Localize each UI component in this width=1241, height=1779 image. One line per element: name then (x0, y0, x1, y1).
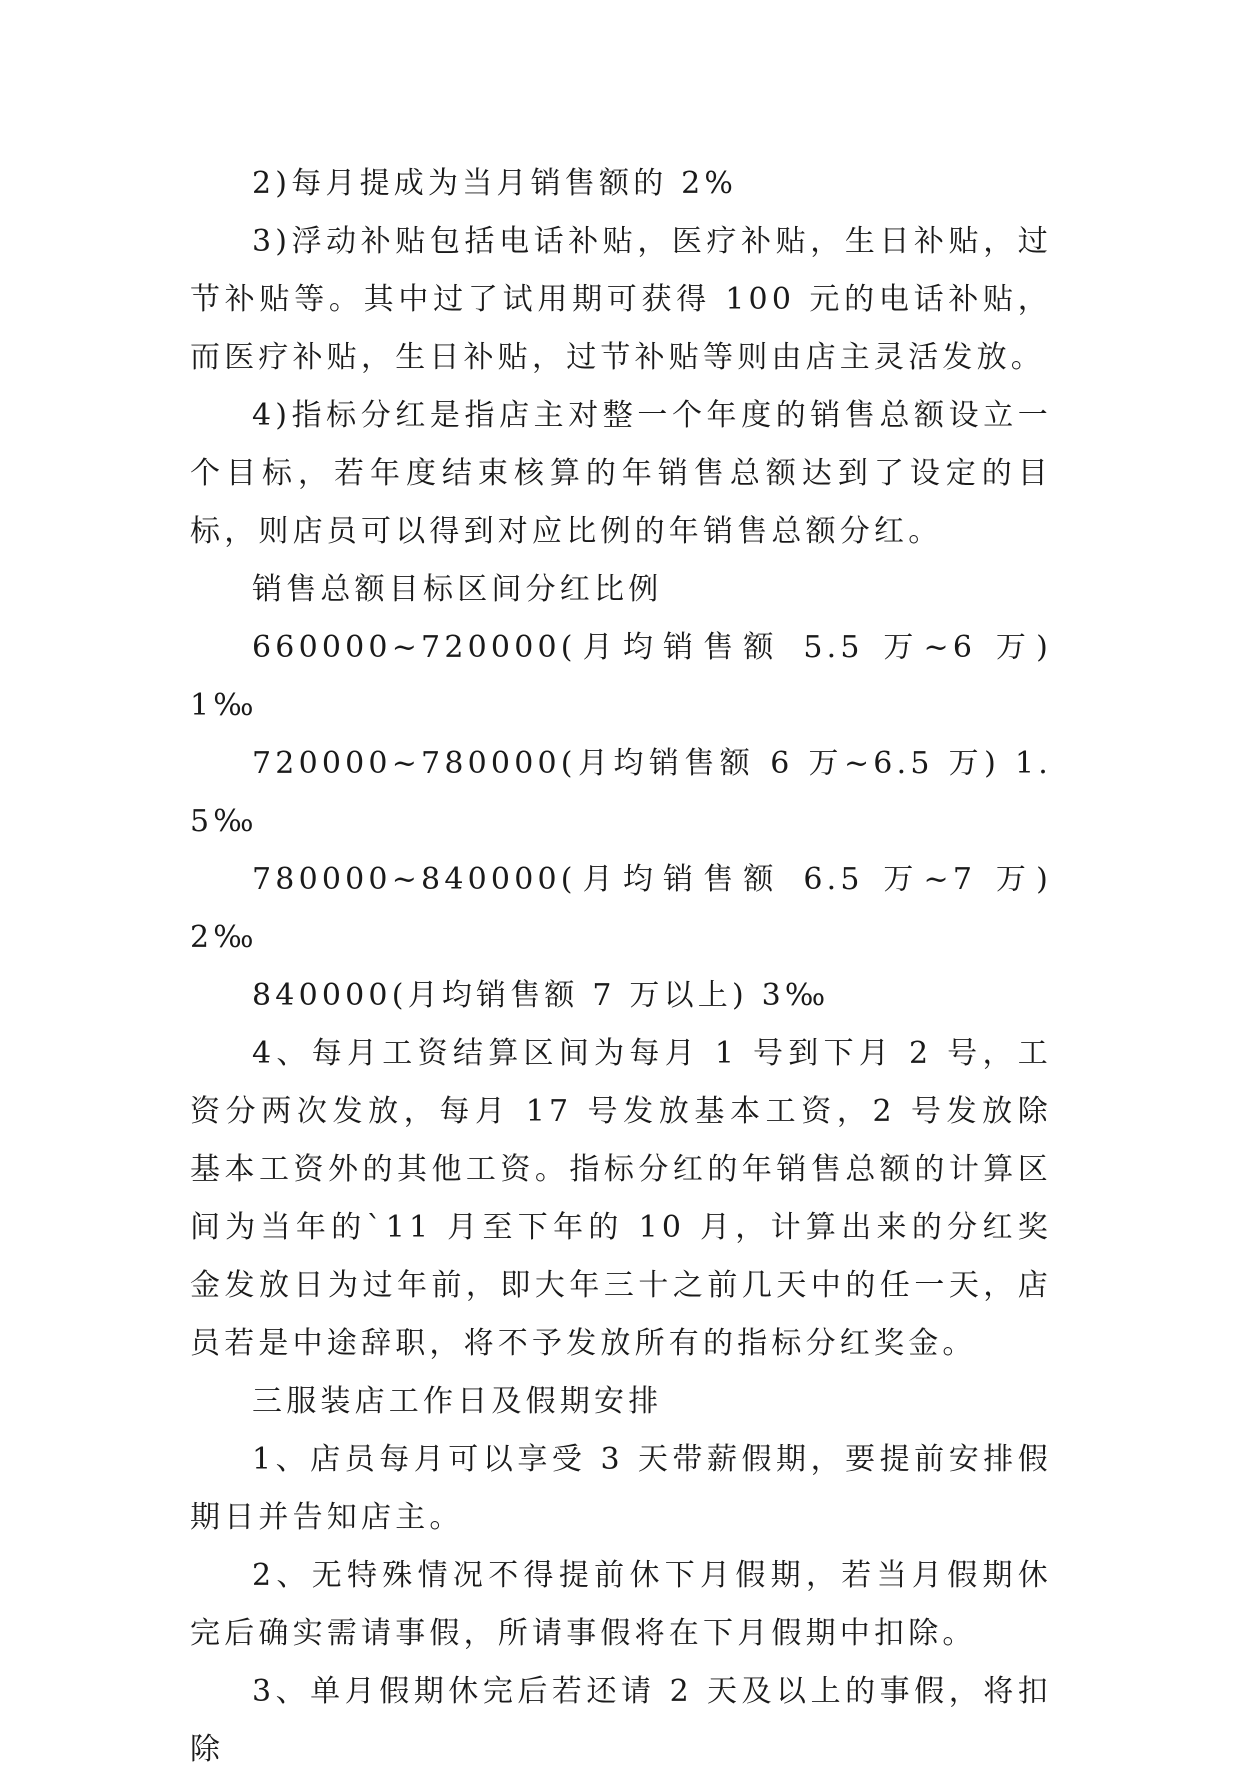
dividend-tier-2: 720000~780000(月均销售额 6 万~6.5 万) 1.5‰ (190, 746, 1052, 839)
paragraph-paid-leave: 1、店员每月可以享受 3 天带薪假期，要提前安排假期日并告知店主。 (190, 1442, 1052, 1535)
paragraph-extra-leave: 3、单月假期休完后若还请 2 天及以上的事假，将扣除 (190, 1674, 1052, 1767)
dividend-tier-4: 840000(月均销售额 7 万以上) 3‰ (252, 978, 830, 1013)
paragraph-advance-leave: 2、无特殊情况不得提前休下月假期，若当月假期休完后确实需请事假，所请事假将在下月假期中扣除。 (190, 1558, 1052, 1651)
section-heading-workdays: 三服装店工作日及假期安排 (252, 1384, 663, 1419)
paragraph-subsidy: 3)浮动补贴包括电话补贴，医疗补贴，生日补贴，过节补贴等。其中过了试用期可获得 100 元的电话补贴，而医疗补贴，生日补贴，过节补贴等则由店主灵活发放。 (190, 224, 1052, 375)
paragraph-commission: 2)每月提成为当月销售额的 2% (252, 166, 738, 201)
paragraph-dividend: 4)指标分红是指店主对整一个年度的销售总额设立一个目标，若年度结束核算的年销售总额达到了设定的目标，则店员可以得到对应比例的年销售总额分红。 (190, 398, 1052, 549)
document-page (190, 155, 1052, 1779)
dividend-table-heading: 销售总额目标区间分红比例 (252, 572, 663, 607)
dividend-tier-3: 780000~840000(月均销售额 6.5 万~7 万) 2‰ (190, 862, 1052, 955)
dividend-tier-1: 660000~720000(月均销售额 5.5 万~6 万) 1‰ (190, 630, 1052, 723)
paragraph-salary-settlement: 4、每月工资结算区间为每月 1 号到下月 2 号，工资分两次发放，每月 17 号发放基本工资，2 号发放除基本工资外的其他工资。指标分红的年销售总额的计算区间为当年的`11 月至下年的 10 月，计算出来的分红奖金发放日为过年前，即大年三十之前几天中的任一天，店员若是中途辞职，将不予发放所有的指标分红奖金。 (190, 1036, 1052, 1361)
